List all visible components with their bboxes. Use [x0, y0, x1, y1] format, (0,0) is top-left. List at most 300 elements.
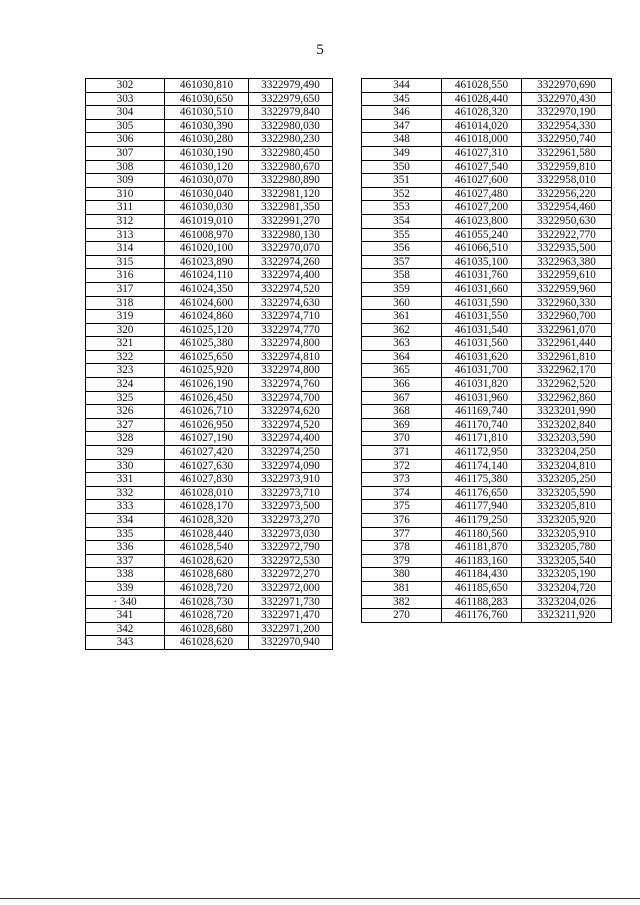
x-coordinate-cell: 461025,380 — [165, 337, 249, 351]
y-coordinate-cell: 3322974,520 — [249, 418, 333, 432]
point-number-cell: 312 — [86, 214, 165, 228]
point-number-cell: 361 — [362, 310, 442, 324]
y-coordinate-cell: 3323205,780 — [522, 541, 612, 555]
y-coordinate-cell: 3322971,730 — [249, 595, 333, 609]
table-row — [86, 581, 333, 595]
point-number-cell: 341 — [86, 609, 165, 623]
table-row — [362, 609, 612, 623]
table-row — [362, 473, 612, 487]
point-number-cell: 374 — [362, 486, 442, 500]
table-row — [86, 350, 333, 364]
point-number-cell: 332 — [86, 486, 165, 500]
point-number-cell: 369 — [362, 418, 442, 432]
y-coordinate-cell: 3322974,620 — [249, 405, 333, 419]
x-coordinate-cell: 461027,200 — [442, 201, 522, 215]
y-coordinate-cell: 3322970,430 — [522, 92, 612, 106]
table-row — [362, 242, 612, 256]
x-coordinate-cell: 461024,110 — [165, 269, 249, 283]
x-coordinate-cell: 461026,950 — [165, 418, 249, 432]
y-coordinate-cell: 3323211,920 — [522, 609, 612, 623]
point-number-cell: 348 — [362, 133, 442, 147]
point-number-cell: 327 — [86, 418, 165, 432]
table-row — [362, 432, 612, 446]
x-coordinate-cell: 461028,680 — [165, 622, 249, 636]
x-coordinate-cell: 461028,730 — [165, 595, 249, 609]
y-coordinate-cell: 3322971,200 — [249, 622, 333, 636]
table-row — [362, 350, 612, 364]
x-coordinate-cell: 461030,390 — [165, 119, 249, 133]
table-row — [86, 133, 333, 147]
x-coordinate-cell: 461028,620 — [165, 554, 249, 568]
coordinates-table-right — [361, 78, 612, 623]
y-coordinate-cell: 3322959,610 — [522, 269, 612, 283]
point-number-cell: · 340 — [86, 595, 165, 609]
point-number-cell: 377 — [362, 527, 442, 541]
x-coordinate-cell: 461028,680 — [165, 568, 249, 582]
y-coordinate-cell: 3322972,530 — [249, 554, 333, 568]
y-coordinate-cell: 3322980,130 — [249, 228, 333, 242]
table-row — [86, 187, 333, 201]
x-coordinate-cell: 461183,160 — [442, 554, 522, 568]
table-row — [362, 269, 612, 283]
point-number-cell: 339 — [86, 581, 165, 595]
x-coordinate-cell: 461031,700 — [442, 364, 522, 378]
y-coordinate-cell: 3322974,810 — [249, 350, 333, 364]
x-coordinate-cell: 461030,030 — [165, 201, 249, 215]
x-coordinate-cell: 461030,070 — [165, 174, 249, 188]
x-coordinate-cell: 461066,510 — [442, 242, 522, 256]
point-number-cell: 317 — [86, 282, 165, 296]
table-row — [86, 296, 333, 310]
table-row — [362, 228, 612, 242]
x-coordinate-cell: 461171,810 — [442, 432, 522, 446]
table-row — [362, 214, 612, 228]
y-coordinate-cell: 3322974,520 — [249, 282, 333, 296]
y-coordinate-cell: 3322981,350 — [249, 201, 333, 215]
table-row — [362, 201, 612, 215]
y-coordinate-cell: 3322962,860 — [522, 391, 612, 405]
y-coordinate-cell: 3322956,220 — [522, 187, 612, 201]
x-coordinate-cell: 461028,440 — [165, 527, 249, 541]
y-coordinate-cell: 3322974,630 — [249, 296, 333, 310]
y-coordinate-cell: 3322954,460 — [522, 201, 612, 215]
x-coordinate-cell: 461024,860 — [165, 310, 249, 324]
point-number-cell: 352 — [362, 187, 442, 201]
x-coordinate-cell: 461024,350 — [165, 282, 249, 296]
y-coordinate-cell: 3322974,800 — [249, 364, 333, 378]
point-number-cell: 358 — [362, 269, 442, 283]
point-number-cell: 333 — [86, 500, 165, 514]
point-number-cell: 302 — [86, 79, 165, 93]
y-coordinate-cell: 3323202,840 — [522, 418, 612, 432]
table-row — [362, 418, 612, 432]
x-coordinate-cell: 461179,250 — [442, 514, 522, 528]
point-number-cell: 345 — [362, 92, 442, 106]
point-number-cell: 335 — [86, 527, 165, 541]
table-row — [86, 106, 333, 120]
point-number-cell: 350 — [362, 160, 442, 174]
x-coordinate-cell: 461028,620 — [165, 636, 249, 650]
point-number-cell: 367 — [362, 391, 442, 405]
point-number-cell: 366 — [362, 378, 442, 392]
point-number-cell: 304 — [86, 106, 165, 120]
table-row — [86, 201, 333, 215]
x-coordinate-cell: 461031,820 — [442, 378, 522, 392]
x-coordinate-cell: 461184,430 — [442, 568, 522, 582]
point-number-cell: 331 — [86, 473, 165, 487]
point-number-cell: 378 — [362, 541, 442, 555]
y-coordinate-cell: 3322971,470 — [249, 609, 333, 623]
x-coordinate-cell: 461025,650 — [165, 350, 249, 364]
table-row — [86, 609, 333, 623]
x-coordinate-cell: 461181,870 — [442, 541, 522, 555]
y-coordinate-cell: 3322980,230 — [249, 133, 333, 147]
table-row — [362, 174, 612, 188]
table-row — [362, 405, 612, 419]
y-coordinate-cell: 3323204,810 — [522, 459, 612, 473]
table-row — [86, 514, 333, 528]
y-coordinate-cell: 3323203,590 — [522, 432, 612, 446]
x-coordinate-cell: 461019,010 — [165, 214, 249, 228]
y-coordinate-cell: 3322950,740 — [522, 133, 612, 147]
y-coordinate-cell: 3322980,450 — [249, 146, 333, 160]
table-row — [86, 595, 333, 609]
table-row — [362, 595, 612, 609]
table-row — [362, 160, 612, 174]
y-coordinate-cell: 3322974,260 — [249, 255, 333, 269]
x-coordinate-cell: 461174,140 — [442, 459, 522, 473]
point-number-cell: 306 — [86, 133, 165, 147]
table-row — [362, 282, 612, 296]
table-row — [86, 160, 333, 174]
x-coordinate-cell: 461023,800 — [442, 214, 522, 228]
y-coordinate-cell: 3322972,790 — [249, 541, 333, 555]
y-coordinate-cell: 3323201,990 — [522, 405, 612, 419]
point-number-cell: 330 — [86, 459, 165, 473]
point-number-cell: 379 — [362, 554, 442, 568]
y-coordinate-cell: 3323204,250 — [522, 446, 612, 460]
x-coordinate-cell: 461025,920 — [165, 364, 249, 378]
point-number-cell: 329 — [86, 446, 165, 460]
table-row — [86, 459, 333, 473]
y-coordinate-cell: 3322922,770 — [522, 228, 612, 242]
table-row — [86, 119, 333, 133]
table-row — [362, 310, 612, 324]
point-number-cell: 362 — [362, 323, 442, 337]
table-row — [362, 255, 612, 269]
x-coordinate-cell: 461031,620 — [442, 350, 522, 364]
table-row — [362, 459, 612, 473]
point-number-cell: 357 — [362, 255, 442, 269]
table-row — [362, 554, 612, 568]
y-coordinate-cell: 3322959,960 — [522, 282, 612, 296]
point-number-cell: 325 — [86, 391, 165, 405]
page-number: 5 — [316, 42, 324, 58]
table-row — [86, 214, 333, 228]
point-number-cell: 326 — [86, 405, 165, 419]
point-number-cell: 382 — [362, 595, 442, 609]
point-number-cell: 349 — [362, 146, 442, 160]
y-coordinate-cell: 3323205,250 — [522, 473, 612, 487]
point-number-cell: 315 — [86, 255, 165, 269]
point-number-cell: 324 — [86, 378, 165, 392]
table-row — [362, 378, 612, 392]
y-coordinate-cell: 3322980,670 — [249, 160, 333, 174]
point-number-cell: 371 — [362, 446, 442, 460]
x-coordinate-cell: 461008,970 — [165, 228, 249, 242]
x-coordinate-cell: 461027,540 — [442, 160, 522, 174]
x-coordinate-cell: 461031,550 — [442, 310, 522, 324]
x-coordinate-cell: 461035,100 — [442, 255, 522, 269]
point-number-cell: 370 — [362, 432, 442, 446]
x-coordinate-cell: 461027,630 — [165, 459, 249, 473]
table-row — [86, 541, 333, 555]
table-row — [362, 133, 612, 147]
y-coordinate-cell: 3322981,120 — [249, 187, 333, 201]
y-coordinate-cell: 3323204,720 — [522, 581, 612, 595]
table-row — [86, 282, 333, 296]
y-coordinate-cell: 3323205,590 — [522, 486, 612, 500]
point-number-cell: 336 — [86, 541, 165, 555]
table-row — [86, 636, 333, 650]
table-row — [86, 174, 333, 188]
x-coordinate-cell: 461031,960 — [442, 391, 522, 405]
table-row — [86, 432, 333, 446]
table-row — [86, 378, 333, 392]
y-coordinate-cell: 3322973,270 — [249, 514, 333, 528]
y-coordinate-cell: 3323205,540 — [522, 554, 612, 568]
table-row — [362, 119, 612, 133]
y-coordinate-cell: 3323205,190 — [522, 568, 612, 582]
y-coordinate-cell: 3322959,810 — [522, 160, 612, 174]
y-coordinate-cell: 3322970,690 — [522, 79, 612, 93]
y-coordinate-cell: 3322991,270 — [249, 214, 333, 228]
point-number-cell: 364 — [362, 350, 442, 364]
x-coordinate-cell: 461018,000 — [442, 133, 522, 147]
x-coordinate-cell: 461030,120 — [165, 160, 249, 174]
table-body-right — [362, 79, 612, 623]
point-number-cell: 320 — [86, 323, 165, 337]
table-row — [86, 364, 333, 378]
point-number-cell: 375 — [362, 500, 442, 514]
x-coordinate-cell: 461176,760 — [442, 609, 522, 623]
point-number-cell: 322 — [86, 350, 165, 364]
y-coordinate-cell: 3323205,910 — [522, 527, 612, 541]
x-coordinate-cell: 461028,440 — [442, 92, 522, 106]
point-number-cell: 359 — [362, 282, 442, 296]
point-number-cell: 373 — [362, 473, 442, 487]
y-coordinate-cell: 3322954,330 — [522, 119, 612, 133]
y-coordinate-cell: 3322970,070 — [249, 242, 333, 256]
x-coordinate-cell: 461028,320 — [442, 106, 522, 120]
table-row — [86, 92, 333, 106]
table-row — [362, 337, 612, 351]
point-number-cell: 305 — [86, 119, 165, 133]
x-coordinate-cell: 461026,190 — [165, 378, 249, 392]
x-coordinate-cell: 461170,740 — [442, 418, 522, 432]
y-coordinate-cell: 3322963,380 — [522, 255, 612, 269]
y-coordinate-cell: 3323205,920 — [522, 514, 612, 528]
table-row — [362, 296, 612, 310]
point-number-cell: 318 — [86, 296, 165, 310]
table-row — [362, 92, 612, 106]
y-coordinate-cell: 3322935,500 — [522, 242, 612, 256]
y-coordinate-cell: 3322961,440 — [522, 337, 612, 351]
x-coordinate-cell: 461188,283 — [442, 595, 522, 609]
y-coordinate-cell: 3322974,760 — [249, 378, 333, 392]
table-row — [86, 310, 333, 324]
x-coordinate-cell: 461185,650 — [442, 581, 522, 595]
point-number-cell: 344 — [362, 79, 442, 93]
table-row — [362, 568, 612, 582]
x-coordinate-cell: 461031,660 — [442, 282, 522, 296]
coordinates-table-left — [85, 78, 333, 650]
x-coordinate-cell: 461023,890 — [165, 255, 249, 269]
table-row — [86, 269, 333, 283]
y-coordinate-cell: 3322974,250 — [249, 446, 333, 460]
y-coordinate-cell: 3322974,800 — [249, 337, 333, 351]
x-coordinate-cell: 461026,710 — [165, 405, 249, 419]
point-number-cell: 381 — [362, 581, 442, 595]
table-row — [362, 514, 612, 528]
x-coordinate-cell: 461172,950 — [442, 446, 522, 460]
x-coordinate-cell: 461026,450 — [165, 391, 249, 405]
y-coordinate-cell: 3322973,030 — [249, 527, 333, 541]
x-coordinate-cell: 461027,420 — [165, 446, 249, 460]
x-coordinate-cell: 461027,310 — [442, 146, 522, 160]
table-row — [362, 323, 612, 337]
x-coordinate-cell: 461027,830 — [165, 473, 249, 487]
table-row — [86, 568, 333, 582]
table-row — [362, 527, 612, 541]
table-row — [86, 473, 333, 487]
point-number-cell: 360 — [362, 296, 442, 310]
table-row — [362, 79, 612, 93]
point-number-cell: 310 — [86, 187, 165, 201]
y-coordinate-cell: 3322961,070 — [522, 323, 612, 337]
x-coordinate-cell: 461055,240 — [442, 228, 522, 242]
point-number-cell: 376 — [362, 514, 442, 528]
point-number-cell: 328 — [86, 432, 165, 446]
x-coordinate-cell: 461030,280 — [165, 133, 249, 147]
x-coordinate-cell: 461028,010 — [165, 486, 249, 500]
table-body-left — [86, 79, 333, 650]
table-row — [362, 364, 612, 378]
y-coordinate-cell: 3322970,190 — [522, 106, 612, 120]
x-coordinate-cell: 461028,550 — [442, 79, 522, 93]
y-coordinate-cell: 3322972,000 — [249, 581, 333, 595]
y-coordinate-cell: 3322958,010 — [522, 174, 612, 188]
x-coordinate-cell: 461175,380 — [442, 473, 522, 487]
table-row — [86, 500, 333, 514]
y-coordinate-cell: 3322980,890 — [249, 174, 333, 188]
table-row — [86, 486, 333, 500]
point-number-cell: 314 — [86, 242, 165, 256]
y-coordinate-cell: 3322972,270 — [249, 568, 333, 582]
table-row — [86, 405, 333, 419]
point-number-cell: 334 — [86, 514, 165, 528]
y-coordinate-cell: 3322973,710 — [249, 486, 333, 500]
point-number-cell: 343 — [86, 636, 165, 650]
point-number-cell: 337 — [86, 554, 165, 568]
y-coordinate-cell: 3322961,580 — [522, 146, 612, 160]
x-coordinate-cell: 461030,510 — [165, 106, 249, 120]
y-coordinate-cell: 3322980,030 — [249, 119, 333, 133]
x-coordinate-cell: 461027,600 — [442, 174, 522, 188]
x-coordinate-cell: 461028,720 — [165, 581, 249, 595]
point-number-cell: 354 — [362, 214, 442, 228]
point-number-cell: 338 — [86, 568, 165, 582]
point-number-cell: 351 — [362, 174, 442, 188]
table-row — [86, 255, 333, 269]
point-number-cell: 363 — [362, 337, 442, 351]
y-coordinate-cell: 3322960,330 — [522, 296, 612, 310]
x-coordinate-cell: 461024,600 — [165, 296, 249, 310]
x-coordinate-cell: 461169,740 — [442, 405, 522, 419]
table-row — [86, 337, 333, 351]
point-number-cell: 308 — [86, 160, 165, 174]
y-coordinate-cell: 3322962,170 — [522, 364, 612, 378]
table-row — [86, 146, 333, 160]
table-row — [362, 581, 612, 595]
x-coordinate-cell: 461025,120 — [165, 323, 249, 337]
x-coordinate-cell: 461020,100 — [165, 242, 249, 256]
x-coordinate-cell: 461030,190 — [165, 146, 249, 160]
y-coordinate-cell: 3323205,810 — [522, 500, 612, 514]
point-number-cell: 355 — [362, 228, 442, 242]
point-number-cell: 342 — [86, 622, 165, 636]
x-coordinate-cell: 461028,540 — [165, 541, 249, 555]
y-coordinate-cell: 3322974,710 — [249, 310, 333, 324]
x-coordinate-cell: 461027,190 — [165, 432, 249, 446]
y-coordinate-cell: 3322973,500 — [249, 500, 333, 514]
point-number-cell: 346 — [362, 106, 442, 120]
point-number-cell: 313 — [86, 228, 165, 242]
y-coordinate-cell: 3322979,650 — [249, 92, 333, 106]
table-row — [86, 391, 333, 405]
x-coordinate-cell: 461028,720 — [165, 609, 249, 623]
point-number-cell: 321 — [86, 337, 165, 351]
y-coordinate-cell: 3323204,026 — [522, 595, 612, 609]
table-row — [86, 228, 333, 242]
y-coordinate-cell: 3322974,400 — [249, 432, 333, 446]
point-number-cell: 368 — [362, 405, 442, 419]
point-number-cell: 323 — [86, 364, 165, 378]
table-row — [86, 79, 333, 93]
point-number-cell: 307 — [86, 146, 165, 160]
table-row — [86, 323, 333, 337]
y-coordinate-cell: 3322974,700 — [249, 391, 333, 405]
table-row — [362, 106, 612, 120]
table-row — [86, 418, 333, 432]
y-coordinate-cell: 3322974,400 — [249, 269, 333, 283]
y-coordinate-cell: 3322974,770 — [249, 323, 333, 337]
x-coordinate-cell: 461028,170 — [165, 500, 249, 514]
table-row — [362, 500, 612, 514]
point-number-cell: 270 — [362, 609, 442, 623]
x-coordinate-cell: 461027,480 — [442, 187, 522, 201]
point-number-cell: 353 — [362, 201, 442, 215]
table-row — [86, 527, 333, 541]
point-number-cell: 319 — [86, 310, 165, 324]
point-number-cell: 372 — [362, 459, 442, 473]
x-coordinate-cell: 461176,650 — [442, 486, 522, 500]
point-number-cell: 316 — [86, 269, 165, 283]
y-coordinate-cell: 3322979,840 — [249, 106, 333, 120]
point-number-cell: 309 — [86, 174, 165, 188]
point-number-cell: 311 — [86, 201, 165, 215]
y-coordinate-cell: 3322962,520 — [522, 378, 612, 392]
